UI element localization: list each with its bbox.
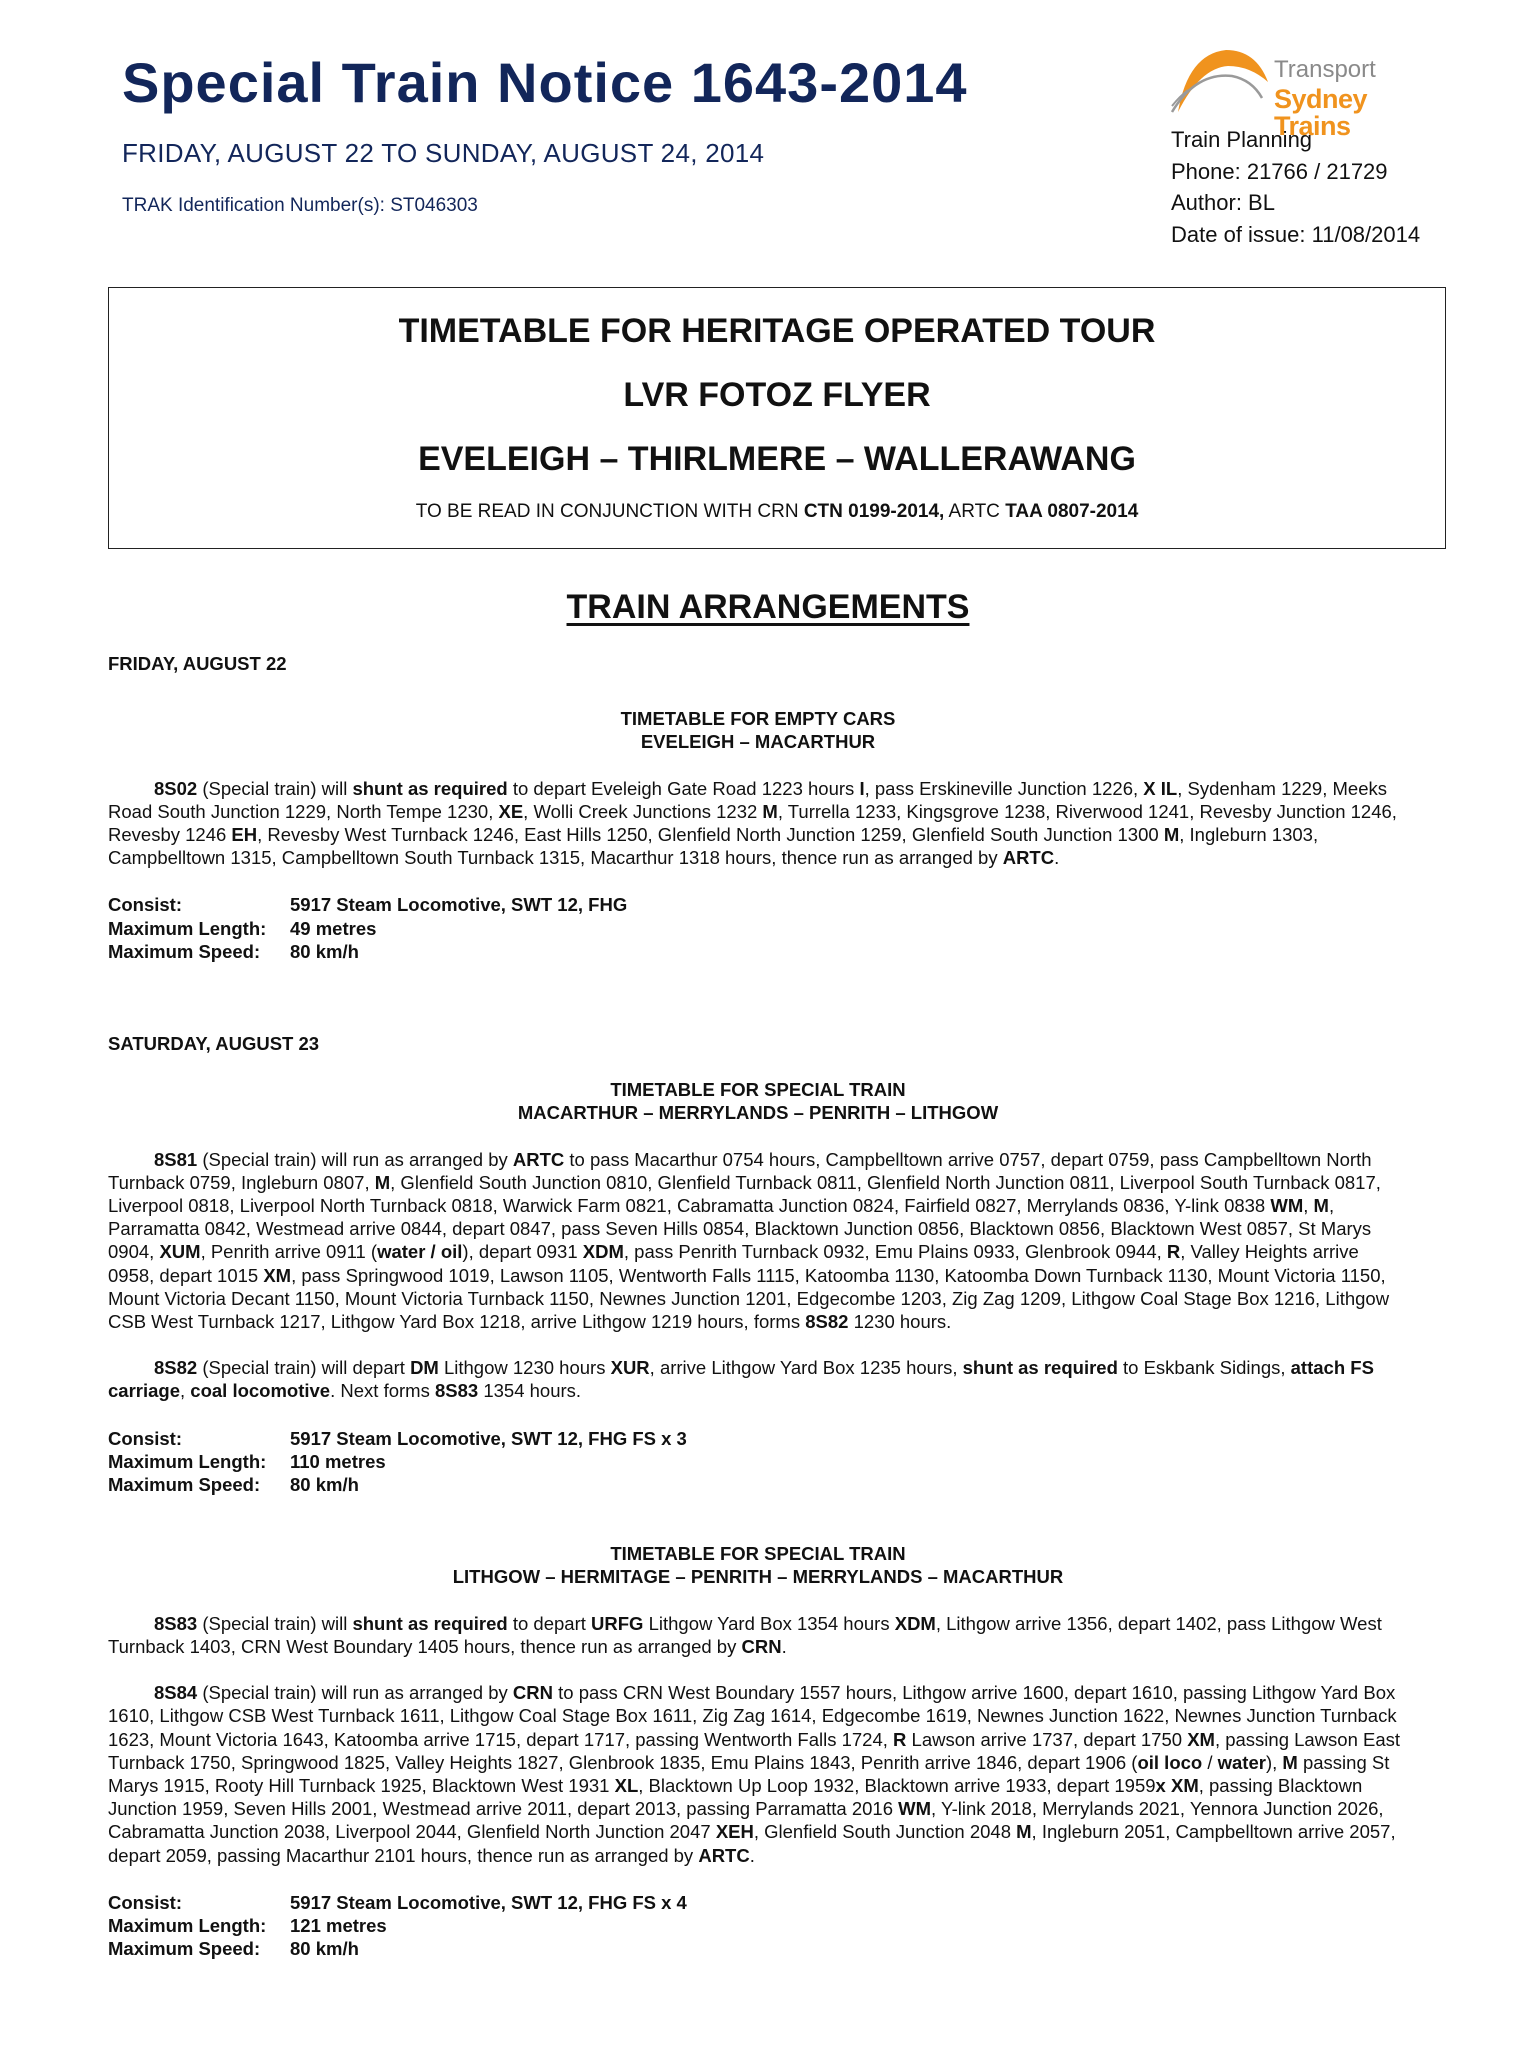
bold-run: water [1217,1751,1266,1773]
trak-id: TRAK Identification Number(s): ST046303 [122,195,478,216]
bold-run: XM [263,1264,292,1286]
bold-run: X IL [1143,777,1178,799]
day-heading-friday: FRIDAY, AUGUST 22 [108,653,287,674]
max-speed-label: Maximum Speed: [108,1938,261,1960]
max-speed-label: Maximum Speed: [108,1474,261,1496]
bold-run: R [893,1728,907,1750]
bold-run: DM [410,1357,439,1379]
train-paragraph: 8S84 (Special train) will run as arranged by CRN to pass CRN West Boundary 1557 hours, Lithgow arrive 1600, depart 1610, passing Lithgow Yard Box 1610, Lithgow CSB West Turnback 1611, Lithgow Coal Stage Box 1611, Zig Zag 1614, Edgecombe 1619, Newnes Junction 1622, Newnes Junction Turnback 1623, Mount Victoria 1643, Katoomba arrive 1715, depart 1717, passing Wentworth Falls 1724, R Lawson arrive 1737, depart 1750 XM, passing Lawson East Turnback 1750, Springwood 1825, Valley Heights 1827, Glenbrook 1835, Emu Plains 1843, Penrith arrive 1846, depart 1906 (oil loco / water), M passing St Marys 1915, Rooty Hill Turnback 1925, Blacktown West 1931 XL, Blacktown Up Loop 1932, Blacktown arrive 1933, depart 1959x XM, passing Blacktown Junction 1959, Seven Hills 2001, Westmead arrive 2011, depart 2013, passing Parramatta 2016 WM, Y-link 2018, Merrylands 2021, Yennora Junction 2026, Cabramatta Junction 2038, Liverpool 2044, Glenfield North Junction 2047 XEH, Glenfield South Junction 2048 M, Ingleburn 2051, Campbelltown arrive 2057, depart 2059, passing Macarthur 2101 hours, thence run as arranged by ARTC. [108,1682,1401,1866]
bold-run: 8S83 [154,1612,198,1634]
bold-run: 8S82 [805,1311,849,1333]
bold-run: M [1282,1751,1298,1773]
notice-title: Special Train Notice 1643-2014 [122,51,968,114]
notice-dates: FRIDAY, AUGUST 22 TO SUNDAY, AUGUST 24, 2014 [122,138,765,168]
max-length-label: Maximum Length: [108,917,267,939]
bold-run: XL [614,1774,639,1796]
bold-run: XM [1187,1728,1215,1750]
bold-run: attach FS carriage [108,1357,1374,1402]
max-speed-value: 80 km/h [290,1474,359,1496]
bold-run: ARTC [698,1844,750,1866]
bold-run: 8S83 [434,1380,479,1402]
train-paragraph: 8S02 (Special train) will shunt as required to depart Eveleigh Gate Road 1223 hours I, pass Erskineville Junction 1226, X IL, Sydenham 1229, Meeks Road South Junction 1229, North Tempe 1230, XE, Wolli Creek Junctions 1232 M, Turrella 1233, Kingsgrove 1238, Riverwood 1241, Revesby Junction 1246, Revesby 1246 EH, Revesby West Turnback 1246, East Hills 1250, Glenfield North Junction 1259, Glenfield South Junction 1300 M, Ingleburn 1303, Campbelltown 1315, Campbelltown South Turnback 1315, Macarthur 1318 hours, thence run as arranged by ARTC. [108,777,1397,869]
box-line-3: EVELEIGH – THIRLMERE – WALLERAWANG [418,440,1136,478]
timetable-subheading: TIMETABLE FOR SPECIAL TRAIN MACARTHUR – MERRYLANDS – PENRITH – LITHGOW [517,1079,999,1124]
max-speed-label: Maximum Speed: [108,940,261,962]
meta-phone: Phone: 21766 / 21729 [1171,158,1388,184]
max-speed-value: 80 km/h [290,1938,359,1960]
bold-run: shunt as required [352,1612,508,1634]
bold-run: M [1016,1821,1032,1843]
consist-label: Consist: [108,1891,182,1913]
read-prefix: TO BE READ IN CONJUNCTION WITH CRN [415,501,804,522]
consist-value: 5917 Steam Locomotive, SWT 12, FHG FS x 3 [290,1427,687,1449]
bold-run: M [1163,824,1180,846]
consist-value: 5917 Steam Locomotive, SWT 12, FHG [290,894,628,916]
timetable-subheading: TIMETABLE FOR SPECIAL TRAIN LITHGOW – HERMITAGE – PENRITH – MERRYLANDS – MACARTHUR [452,1543,1064,1588]
bold-run: coal locomotive [190,1380,331,1402]
bold-run: M [762,800,778,822]
day-heading-saturday: SATURDAY, AUGUST 23 [108,1033,320,1055]
read-in-conjunction [109,501,1445,523]
bold-run: shunt as required [352,777,508,799]
max-length-value: 110 metres [290,1450,386,1472]
bold-run: I [859,777,865,799]
train-paragraph: 8S83 (Special train) will shunt as required to depart URFG Lithgow Yard Box 1354 hours XDM, Lithgow arrive 1356, depart 1402, pass Lithgow West Turnback 1403, CRN West Boundary 1405 hours, thence run as arranged by CRN. [108,1612,1382,1657]
bold-run: WM [1270,1195,1304,1217]
logo-text-sydney-trains: Sydney Trains [1274,84,1368,141]
bold-run: XUR [610,1357,650,1379]
train-paragraph: 8S82 (Special train) will depart DM Lithgow 1230 hours XUR, arrive Lithgow Yard Box 1235 hours, shunt as required to Eskbank Sidings, attach FS carriage, coal locomotive. Next forms 8S83 1354 hours. [108,1357,1374,1402]
bold-run: WM [898,1798,932,1820]
max-length-label: Maximum Length: [108,1914,267,1936]
consist-block [108,893,1408,963]
max-speed-value: 80 km/h [290,940,359,962]
max-length-label: Maximum Length: [108,1450,267,1472]
max-length-value: 49 metres [290,917,377,939]
consist-label: Consist: [108,894,182,916]
bold-run: 8S02 [154,777,198,799]
timetable-heading-box [108,287,1446,549]
bold-run: M [1313,1195,1329,1217]
bold-run: XE [498,800,524,822]
bold-run: CRN [741,1635,782,1657]
bold-run: x XM [1155,1774,1199,1796]
read-artc-ref: TAA 0807-2014 [1005,501,1139,522]
bold-run: 8S81 [154,1148,198,1170]
max-length-value: 121 metres [290,1914,387,1936]
bold-run: M [374,1171,391,1193]
bold-run: water / oil [377,1241,463,1263]
bold-run: CRN [512,1682,553,1704]
bold-run: 8S82 [154,1357,198,1379]
bold-run: oil loco [1137,1751,1203,1773]
consist-block [108,1427,1408,1497]
consist-label: Consist: [108,1427,182,1449]
read-crn-ref: CTN 0199-2014, [803,501,945,522]
issue-meta [1171,124,1420,250]
read-mid: ARTC [944,501,1006,522]
train-arrangements-title: TRAIN ARRANGEMENTS [566,588,970,626]
bold-run: R [1166,1241,1181,1263]
consist-block [108,1891,1408,1961]
bold-run: XUM [159,1241,201,1263]
meta-dept: Train Planning [1171,127,1313,152]
bold-run: 8S84 [154,1682,198,1704]
box-line-1: TIMETABLE FOR HERITAGE OPERATED TOUR [398,312,1156,350]
train-paragraph: 8S81 (Special train) will run as arranged by ARTC to pass Macarthur 0754 hours, Campbelltown arrive 0757, depart 0759, pass Campbelltown North Turnback 0759, Ingleburn 0807, M, Glenfield South Junction 0810, Glenfield Turnback 0811, Glenfield North Junction 0811, Liverpool South Turnback 0817, Liverpool 0818, Liverpool North Turnback 0818, Warwick Farm 0821, Cabramatta Junction 0824, Fairfield 0827, Merrylands 0836, Y-link 0838 WM, M, Parramatta 0842, Westmead arrive 0844, depart 0847, pass Seven Hills 0854, Blacktown Junction 0856, Blacktown 0856, Blacktown West 0857, St Marys 0904, XUM, Penrith arrive 0911 (water / oil), depart 0931 XDM, pass Penrith Turnback 0932, Emu Plains 0933, Glenbrook 0944, R, Valley Heights arrive 0958, depart 1015 XM, pass Springwood 1019, Lawson 1105, Wentworth Falls 1115, Katoomba 1130, Katoomba Down Turnback 1130, Mount Victoria 1150, Mount Victoria Decant 1150, Mount Victoria Turnback 1150, Newnes Junction 1201, Edgecombe 1203, Zig Zag 1209, Lithgow Coal Stage Box 1216, Lithgow CSB West Turnback 1217, Lithgow Yard Box 1218, arrive Lithgow 1219 hours, forms 8S82 1230 hours. [108,1148,1390,1333]
bold-run: EH [231,824,258,846]
bold-run: ARTC [512,1148,565,1170]
bold-run: ARTC [1002,847,1055,869]
bold-run: URFG [591,1612,644,1634]
box-line-2: LVR FOTOZ FLYER [623,376,931,414]
bold-run: XDM [894,1612,936,1634]
logo-text-transport: Transport [1274,56,1376,83]
consist-value: 5917 Steam Locomotive, SWT 12, FHG FS x 4 [290,1891,687,1913]
meta-author: Author: BL [1171,190,1275,215]
meta-issue-date: Date of issue: 11/08/2014 [1171,221,1421,247]
bold-run: XEH [715,1821,754,1843]
bold-run: XDM [582,1241,624,1263]
bold-run: shunt as required [962,1357,1118,1379]
transport-arc-icon [1170,42,1274,118]
arrangements-body [108,652,1408,1960]
timetable-subheading: TIMETABLE FOR EMPTY CARS EVELEIGH – MACARTHUR [620,708,896,753]
